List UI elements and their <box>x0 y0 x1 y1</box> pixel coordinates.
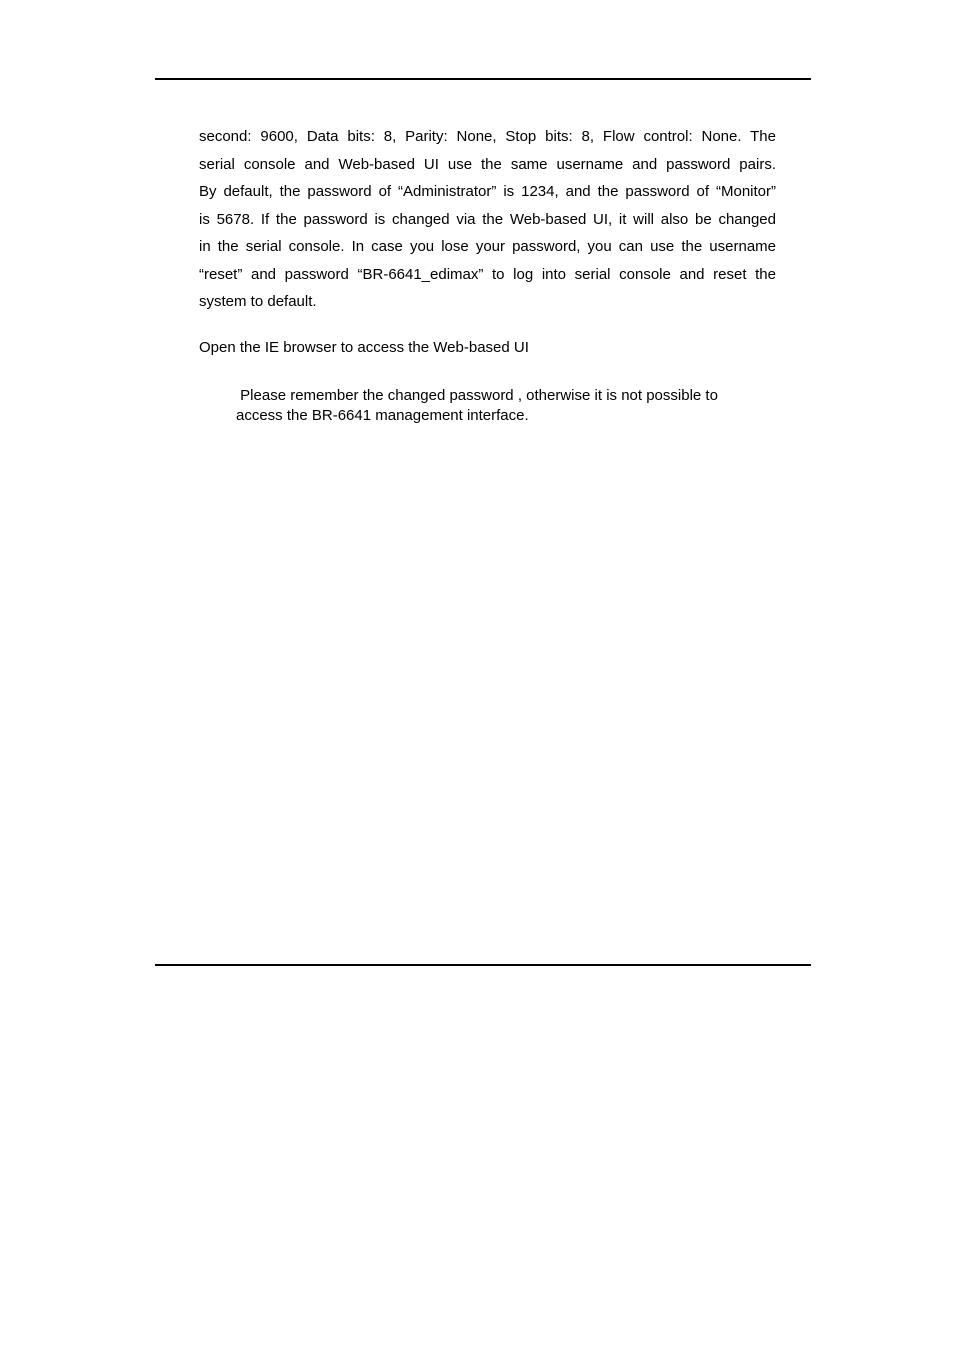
paragraph-line: in the serial console. In case you lose your password, you can use the username <box>199 238 776 255</box>
paragraph-line: serial console and Web-based UI use the same username and password pairs. <box>199 155 776 173</box>
header-rule <box>155 78 811 80</box>
paragraph-line: system to default. <box>199 293 317 310</box>
paragraph-line: is 5678. If the password is changed via the Web-based UI, it will also be changed <box>199 210 776 228</box>
note-line: Please remember the changed password , otherwise it is not possible to <box>236 387 718 404</box>
password-note <box>236 386 776 426</box>
paragraph-line: By default, the password of “Administrator” is 1234, and the password of “Monitor” <box>199 183 776 200</box>
paragraph-line: “reset” and password “BR-6641_edimax” to log into serial console and reset the <box>199 265 776 283</box>
note-line: access the BR-6641 management interface. <box>236 407 529 424</box>
paragraph-line: second: 9600, Data bits: 8, Parity: None, Stop bits: 8, Flow control: None. The <box>199 128 776 145</box>
footer-rule <box>155 964 811 966</box>
body-paragraph <box>199 123 776 316</box>
instruction-text: Open the IE browser to access the Web-based UI <box>199 339 529 356</box>
